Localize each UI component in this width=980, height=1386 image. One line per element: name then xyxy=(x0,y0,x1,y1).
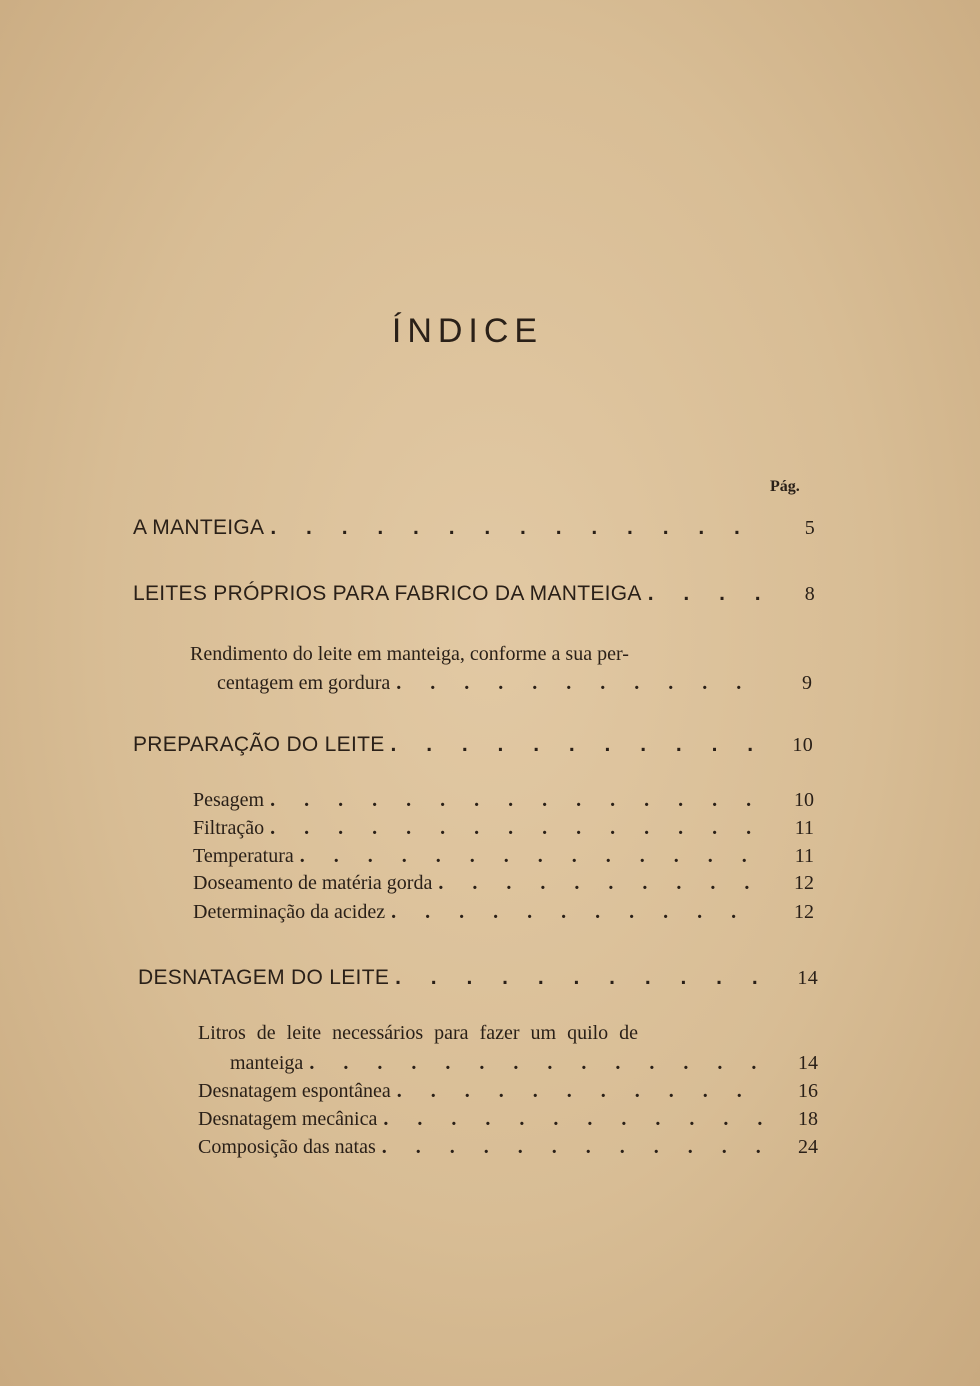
leader-dots xyxy=(376,1136,768,1159)
leader-dots xyxy=(264,789,764,812)
toc-section-rendimento-line1: Rendimento do leite em manteiga, conforme a sua per- xyxy=(190,643,629,665)
toc-chapter-preparacao xyxy=(133,733,813,757)
toc-chapter-desnatagem xyxy=(138,966,818,990)
toc-section-label: Doseamento de matéria gorda xyxy=(193,872,433,894)
toc-section-natas xyxy=(198,1136,818,1159)
leader-dots xyxy=(389,966,768,990)
page-column-label: Pág. xyxy=(770,478,800,495)
toc-page-number: 11 xyxy=(794,845,814,867)
toc-section-pesagem xyxy=(193,789,814,812)
toc-chapter-label: PREPARAÇÃO DO LEITE xyxy=(133,733,385,756)
toc-page-number: 18 xyxy=(798,1108,818,1130)
toc-section-acidez xyxy=(193,901,814,924)
toc-page-number: 16 xyxy=(798,1080,818,1102)
leader-dots xyxy=(390,672,762,695)
toc-section-mecanica xyxy=(198,1108,818,1131)
toc-page-number: 14 xyxy=(797,967,818,989)
toc-page-number: 11 xyxy=(794,817,814,839)
toc-chapter-label: DESNATAGEM DO LEITE xyxy=(138,966,390,989)
toc-section-label: manteiga xyxy=(230,1052,304,1074)
toc-page-number: 10 xyxy=(792,734,813,756)
leader-dots xyxy=(264,516,765,540)
leader-dots xyxy=(385,901,764,924)
toc-section-temperatura xyxy=(193,845,814,868)
toc-page-number: 12 xyxy=(794,872,814,894)
toc-section-litros-line1: Litros de leite necessários para fazer um quilo de xyxy=(198,1022,639,1044)
toc-chapter-leites-proprios xyxy=(133,582,815,606)
toc-section-label: centagem em gordura xyxy=(217,672,391,694)
leader-dots xyxy=(391,1080,768,1103)
toc-chapter-label: LEITES PRÓPRIOS PARA FABRICO DA MANTEIGA xyxy=(133,582,642,605)
toc-section-label: Determinação da acidez xyxy=(193,901,386,923)
toc-chapter-a-manteiga xyxy=(133,516,815,540)
toc-section-rendimento xyxy=(217,672,812,695)
leader-dots xyxy=(264,817,764,840)
leader-dots xyxy=(432,872,764,895)
toc-page-number: 5 xyxy=(804,517,815,539)
toc-section-label: Pesagem xyxy=(193,789,265,811)
toc-page-number: 24 xyxy=(798,1136,818,1158)
toc-page-number: 12 xyxy=(794,901,814,923)
leader-dots xyxy=(303,1052,768,1075)
leader-dots xyxy=(294,845,764,868)
toc-page-number: 14 xyxy=(798,1052,818,1074)
toc-chapter-label: A MANTEIGA xyxy=(133,516,265,539)
leader-dots xyxy=(377,1108,768,1131)
toc-page-number: 9 xyxy=(802,672,812,694)
toc-page-number: 8 xyxy=(804,583,815,605)
toc-section-filtracao xyxy=(193,817,814,840)
page-title: ÍNDICE xyxy=(391,312,544,350)
toc-section-label: Desnatagem mecânica xyxy=(198,1108,378,1130)
toc-section-label: Desnatagem espontânea xyxy=(198,1080,391,1102)
leader-dots xyxy=(642,582,765,606)
toc-section-litros xyxy=(230,1052,818,1075)
toc-section-doseamento xyxy=(193,872,814,895)
toc-section-espontanea xyxy=(198,1080,818,1103)
leader-dots xyxy=(385,733,763,757)
toc-section-label: Temperatura xyxy=(193,845,294,867)
toc-page-number: 10 xyxy=(794,789,814,811)
toc-section-label: Filtração xyxy=(193,817,265,839)
toc-section-label: Composição das natas xyxy=(198,1136,376,1158)
